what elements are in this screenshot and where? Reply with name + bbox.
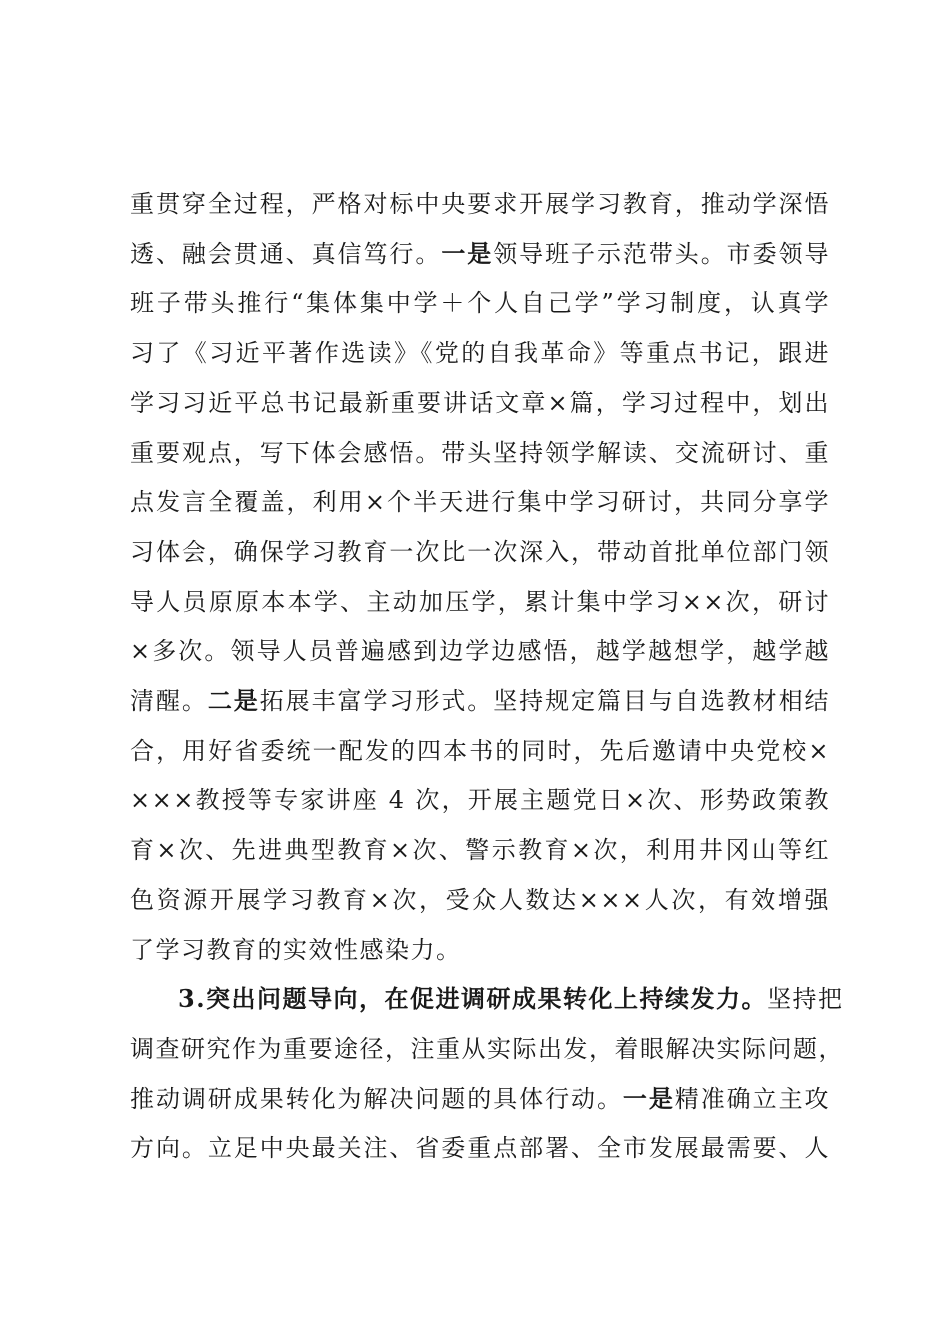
text-line (130, 830, 830, 870)
text-run: 习体会，确保学习教育一次比一次深入，带动首批单位部门领 (130, 537, 830, 566)
text-line (130, 184, 830, 224)
text-run: ×××教授等专家讲座 4 次，开展主题党日×次、形势政策教 (130, 786, 830, 815)
bold-text-run: 二是 (207, 686, 260, 715)
text-run: 导人员原原本本学、主动加压学，累计集中学习××次，研讨 (130, 587, 830, 616)
text-run: 班子带头推行“集体集中学＋个人自己学”学习制度，认真学 (130, 289, 830, 318)
text-line (130, 880, 830, 920)
bold-text-run: 一是 (441, 238, 494, 268)
text-run: 学习习近平总书记最新重要讲话文章×篇，学习过程中，划出 (130, 388, 830, 417)
text-line (130, 681, 830, 721)
text-run: 重要观点，写下体会感悟。带头坚持领学解读、交流研讨、重 (130, 438, 830, 467)
text-line (130, 631, 830, 671)
text-run: 拓展丰富学习形式。坚持规定篇目与自选教材相结 (259, 687, 831, 715)
text-line (130, 1128, 830, 1168)
text-line (130, 1029, 844, 1069)
text-run: 调查研究作为重要途径，注重从实际出发，着眼解决实际问题， (130, 1034, 844, 1063)
text-run: 了学习教育的实效性感染力。 (130, 935, 462, 964)
text-run: 合，用好省委统一配发的四本书的同时，先后邀请中央党校× (130, 736, 830, 765)
text-run: 精准确立主攻 (674, 1084, 831, 1113)
text-run: 习了《习近平著作选读》《党的自我革命》等重点书记，跟进 (130, 339, 830, 368)
text-line (130, 582, 830, 622)
text-run: 点发言全覆盖，利用×个半天进行集中学习研讨，共同分享学 (130, 488, 830, 517)
text-run: 清醒。 (130, 687, 208, 715)
text-run: 重贯穿全过程，严格对标中央要求开展学习教育，推动学深悟 (130, 190, 830, 218)
text-line (130, 234, 830, 274)
text-line (130, 433, 830, 473)
text-run: 育×次、先进典型教育×次、警示教育×次，利用井冈山等红 (130, 836, 830, 865)
text-line (130, 482, 830, 522)
text-run: 方向。立足中央最关注、省委重点部署、全市发展最需要、人 (130, 1134, 830, 1163)
text-line (178, 979, 844, 1019)
text-line (130, 780, 830, 820)
bold-text-run: 3.突出问题导向，在促进调研成果转化上持续发力。 (178, 984, 768, 1014)
text-run: 色资源开展学习教育×次，受众人数达×××人次，有效增强 (130, 885, 830, 914)
text-run: 推动调研成果转化为解决问题的具体行动。 (130, 1084, 623, 1113)
text-line (130, 1079, 830, 1119)
text-run: ×多次。领导人员普遍感到边学边感悟，越学越想学，越学越 (130, 637, 830, 666)
text-line (130, 383, 830, 423)
text-line (130, 731, 830, 771)
text-run: 坚持把 (767, 985, 844, 1014)
text-line (130, 930, 830, 970)
text-run: 领导班子示范带头。市委领导 (493, 239, 831, 268)
text-line (130, 333, 830, 373)
text-line (130, 283, 830, 323)
text-line (130, 532, 830, 572)
bold-text-run: 一是 (622, 1083, 675, 1113)
text-run: 透、融会贯通、真信笃行。 (130, 239, 442, 268)
